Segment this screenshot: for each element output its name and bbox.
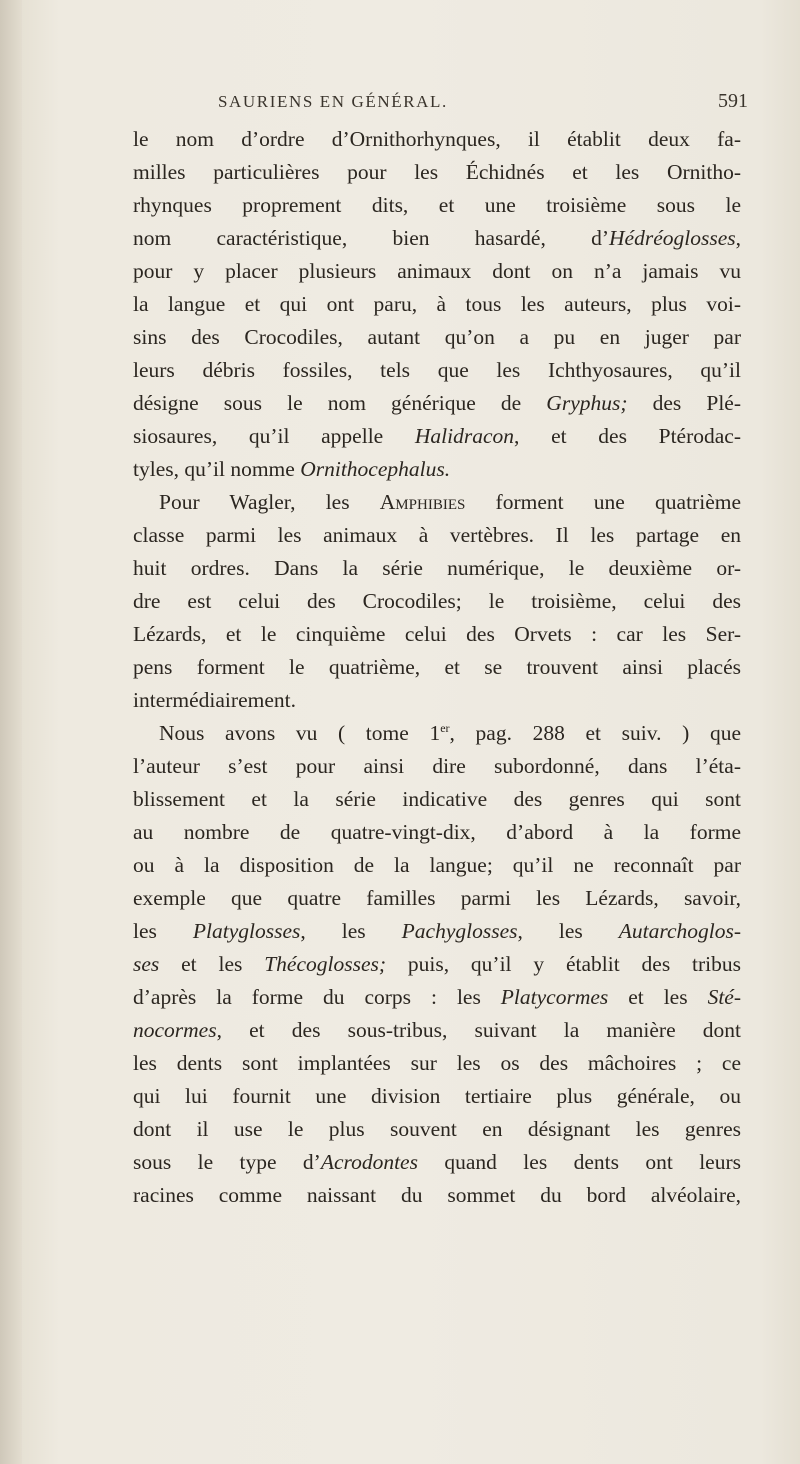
- text-run: d’après la forme du corps : les: [133, 985, 501, 1009]
- text-run: ou à la disposition de la langue; qu’il ne reconnaît par: [133, 853, 741, 877]
- text-line: [133, 1047, 741, 1080]
- text-run: er: [440, 720, 450, 735]
- italic-term: Ornithocephalus.: [300, 457, 451, 481]
- text-run: , et des sous-tribus, suivant la manière dont: [216, 1018, 741, 1042]
- text-line: [133, 222, 741, 255]
- text-line: [133, 486, 741, 519]
- text-line: [133, 750, 741, 783]
- italic-term: Platyglosses: [192, 919, 301, 943]
- text-line: [133, 255, 741, 288]
- small-caps-term: Amphibies: [379, 490, 466, 514]
- text-run: , pag. 288 et suiv. ) que: [449, 721, 741, 745]
- text-line: [133, 1014, 741, 1047]
- text-run: la langue et qui ont paru, à tous les auteurs, plus voi-: [133, 292, 741, 316]
- text-line: [133, 552, 741, 585]
- text-line: [133, 420, 741, 453]
- text-run: racines comme naissant du sommet du bord alvéolaire,: [133, 1183, 741, 1207]
- text-run: le nom d’ordre d’Ornithorhynques, il établit deux fa-: [133, 127, 741, 151]
- text-run: quand les dents ont leurs: [417, 1150, 741, 1174]
- text-run: , les: [517, 919, 619, 943]
- italic-term: Sté-: [707, 985, 741, 1009]
- body-text: [133, 123, 741, 1212]
- italic-term: Acrodontes: [320, 1150, 418, 1174]
- text-run: et les: [608, 985, 708, 1009]
- text-run: puis, qu’il y établit des tribus: [386, 952, 741, 976]
- text-run: exemple que quatre familles parmi les Lézards, savoir,: [133, 886, 741, 910]
- text-line: [133, 387, 741, 420]
- text-run: , et des Ptérodac-: [514, 424, 741, 448]
- text-run: Lézards, et le cinquième celui des Orvets : car les Ser-: [133, 622, 741, 646]
- text-line: [133, 1113, 741, 1146]
- text-run: intermédiairement.: [133, 688, 296, 712]
- page-number: 591: [718, 90, 748, 112]
- text-line: [133, 585, 741, 618]
- text-run: dre est celui des Crocodiles; le troisième, celui des: [133, 589, 741, 613]
- italic-term: ses: [133, 952, 160, 976]
- text-line: [133, 849, 741, 882]
- text-line: [133, 189, 741, 222]
- text-run: siosaures, qu’il appelle: [133, 424, 415, 448]
- text-line: [133, 519, 741, 552]
- text-run: huit ordres. Dans la série numérique, le deuxième or-: [133, 556, 741, 580]
- text-line: [133, 948, 741, 981]
- text-line: [133, 816, 741, 849]
- text-run: Pour Wagler, les: [159, 490, 380, 514]
- text-line: [133, 684, 741, 717]
- text-run: nom caractéristique, bien hasardé, d’: [133, 226, 610, 250]
- text-run: qui lui fournit une division tertiaire plus générale, ou: [133, 1084, 741, 1108]
- text-run: pens forment le quatrième, et se trouvent ainsi placés: [133, 655, 741, 679]
- italic-term: Gryphus;: [546, 391, 628, 415]
- italic-term: Thécoglosses;: [264, 952, 387, 976]
- text-line: [133, 123, 741, 156]
- text-run: les: [133, 919, 193, 943]
- italic-term: nocormes: [133, 1018, 217, 1042]
- text-run: sous le type d’: [133, 1150, 321, 1174]
- text-line: [133, 783, 741, 816]
- text-line: [133, 1080, 741, 1113]
- text-run: pour y placer plusieurs animaux dont on n’a jamais vu: [133, 259, 741, 283]
- text-run: classe parmi les animaux à vertèbres. Il les partage en: [133, 523, 741, 547]
- text-run: l’auteur s’est pour ainsi dire subordonné, dans l’éta-: [133, 754, 741, 778]
- text-line: [133, 882, 741, 915]
- text-run: blissement et la série indicative des genres qui sont: [133, 787, 741, 811]
- text-run: forment une quatrième: [465, 490, 741, 514]
- text-run: tyles, qu’il nomme: [133, 457, 301, 481]
- text-line: [133, 915, 741, 948]
- page-binding-edge: [0, 0, 22, 1464]
- text-line: [133, 1146, 741, 1179]
- italic-term: Autarchoglos-: [618, 919, 741, 943]
- italic-term: Pachyglosses: [401, 919, 518, 943]
- text-run: sins des Crocodiles, autant qu’on a pu en juger par: [133, 325, 741, 349]
- text-line: [133, 981, 741, 1014]
- text-run: rhynques proprement dits, et une troisième sous le: [133, 193, 741, 217]
- italic-term: Hédréoglosses: [609, 226, 736, 250]
- running-head: SAURIENS EN GÉNÉRAL.: [218, 92, 448, 111]
- text-run: au nombre de quatre-vingt-dix, d’abord à la forme: [133, 820, 741, 844]
- text-run: Nous avons vu ( tome 1: [159, 721, 441, 745]
- text-run: et les: [159, 952, 265, 976]
- text-line: [133, 354, 741, 387]
- text-run: ,: [735, 226, 741, 250]
- text-line: [133, 288, 741, 321]
- text-line: [133, 156, 741, 189]
- italic-term: Halidracon: [414, 424, 515, 448]
- text-line: [133, 321, 741, 354]
- text-line: [133, 651, 741, 684]
- text-line: [133, 1179, 741, 1212]
- text-run: les dents sont implantées sur les os des mâchoires ; ce: [133, 1051, 741, 1075]
- text-run: dont il use le plus souvent en désignant les genres: [133, 1117, 741, 1141]
- text-run: désigne sous le nom générique de: [133, 391, 547, 415]
- text-run: des Plé-: [627, 391, 741, 415]
- text-line: [133, 717, 741, 750]
- text-run: milles particulières pour les Échidnés et les Ornitho-: [133, 160, 741, 184]
- text-run: , les: [300, 919, 402, 943]
- italic-term: Platycormes: [500, 985, 609, 1009]
- text-run: leurs débris fossiles, tels que les Ichthyosaures, qu’il: [133, 358, 741, 382]
- text-line: [133, 453, 741, 486]
- text-line: [133, 618, 741, 651]
